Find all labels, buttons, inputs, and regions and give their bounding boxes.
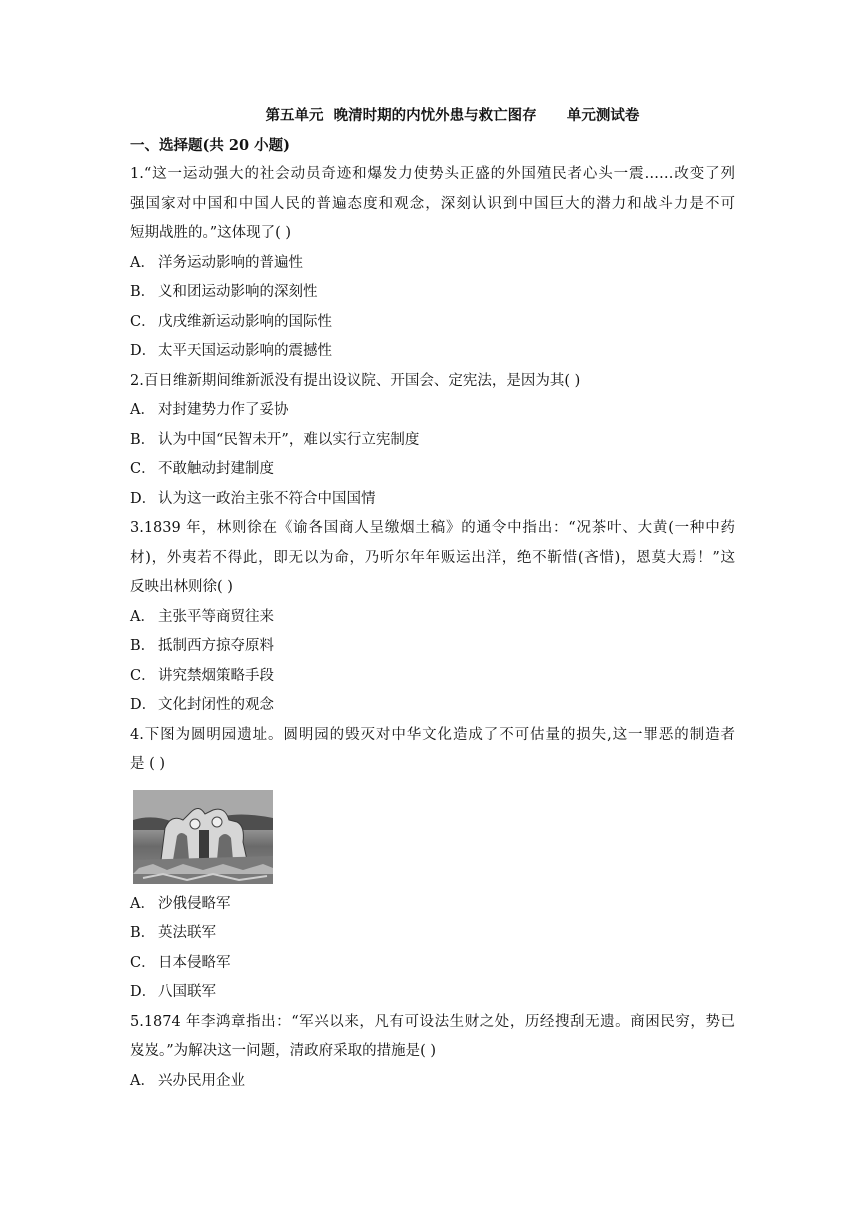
option-c (130, 949, 735, 979)
page-title: 第五单元 晚清时期的内忧外患与救亡图存 单元测试卷 (265, 107, 640, 124)
option-text: 沙俄侵略军 (158, 895, 231, 912)
section-heading: 一、选择题(共 20 小题) (130, 136, 290, 154)
option-a (130, 1067, 735, 1097)
option-letter: B． (130, 431, 156, 448)
ruins-ornament (190, 819, 200, 829)
yuanmingyuan-ruins-photo (133, 790, 273, 884)
question-text-line: 岌岌。”为解决这一问题，清政府采取的措施是( ) (130, 1043, 437, 1059)
question-text-line: 5.1874 年李鸿章指出：“军兴以来，凡有可设法生财之处，历经搜刮无遗。商困民穷，势已 (130, 1013, 735, 1030)
option-text: 主张平等商贸往来 (158, 608, 274, 625)
question-text-line: 强国家对中国和中国人民的普遍态度和观念，深刻认识到中国巨大的潜力和战斗力是不可 (130, 195, 735, 212)
option-d (130, 337, 735, 367)
option-text: 英法联军 (158, 925, 216, 941)
option-letter: C． (130, 667, 156, 684)
option-c (130, 455, 735, 485)
option-letter: C． (130, 954, 156, 971)
option-text: 义和团运动影响的深刻性 (158, 284, 318, 300)
ruins-ornament (212, 817, 222, 827)
question-1 (130, 160, 735, 367)
option-letter: B． (130, 638, 156, 654)
option-letter: A． (130, 895, 155, 912)
question-text-line: 是 ( ) (130, 756, 166, 772)
question-text-line: 反映出林则徐( ) (130, 579, 233, 595)
option-letter: D． (130, 697, 157, 713)
option-a (130, 249, 735, 279)
document-content (130, 101, 735, 1096)
question-text-line: 2.百日维新期间维新派没有提出设议院、开国会、定宪法，是因为其( ) (130, 372, 581, 389)
question-text-line: 短期战胜的。”这体现了( ) (130, 225, 292, 241)
question-4 (130, 721, 735, 1008)
option-d (130, 691, 735, 721)
question-text-line: 3.1839 年，林则徐在《谕各国商人呈缴烟土稿》的通令中指出：“况茶叶、大黄(一种中药 (130, 520, 735, 536)
option-letter: A． (130, 608, 155, 625)
option-letter: C． (130, 313, 156, 330)
option-b (130, 632, 735, 662)
option-b (130, 919, 735, 949)
option-a (130, 890, 735, 920)
question-3 (130, 514, 735, 721)
question-2 (130, 367, 735, 515)
option-text: 太平天国运动影响的震撼性 (158, 343, 332, 359)
option-text: 对封建势力作了妥协 (158, 402, 289, 418)
question-text-line: 1.“这一运动强大的社会动员奇迹和爆发力使势头正盛的外国殖民者心头一震……改变了列 (130, 166, 735, 182)
option-text: 认为中国“民智未开”，难以实行立宪制度 (158, 431, 420, 448)
option-text: 文化封闭性的观念 (158, 697, 274, 713)
option-text: 戊戌维新运动影响的国际性 (158, 313, 332, 330)
option-d (130, 485, 735, 515)
option-c (130, 308, 735, 338)
option-d (130, 978, 735, 1008)
question-text-line: 4.下图为圆明园遗址。圆明园的毁灭对中华文化造成了不可估量的损失,这一罪恶的制造者 (130, 726, 735, 743)
option-c (130, 662, 735, 692)
option-letter: D． (130, 984, 157, 1000)
option-text: 日本侵略军 (158, 954, 231, 971)
option-letter: B． (130, 925, 156, 941)
option-a (130, 603, 735, 633)
option-b (130, 426, 735, 456)
option-text: 八国联军 (158, 984, 216, 1000)
option-text: 不敢触动封建制度 (158, 461, 274, 477)
ruins-pillar (199, 830, 209, 860)
option-text: 洋务运动影响的普遍性 (158, 254, 303, 271)
ruins-illustration (133, 790, 273, 884)
ruins-shadow-right (217, 834, 233, 860)
option-text: 讲究禁烟策略手段 (158, 667, 274, 684)
option-letter: B． (130, 284, 156, 300)
option-letter: A． (130, 254, 155, 271)
option-text: 认为这一政治主张不符合中国国情 (158, 490, 376, 507)
option-letter: C． (130, 461, 156, 477)
option-letter: A． (130, 402, 155, 418)
question-text-line: 材)，外夷若不得此，即无以为命，乃听尔年年贩运出洋，绝不靳惜(吝惜)，恩莫大焉！”这 (130, 549, 735, 566)
option-a (130, 396, 735, 426)
option-letter: D． (130, 490, 157, 507)
option-text: 抵制西方掠夺原料 (158, 638, 274, 654)
option-text: 兴办民用企业 (158, 1072, 245, 1089)
option-letter: A． (130, 1072, 155, 1089)
question-5 (130, 1008, 735, 1097)
option-b (130, 278, 735, 308)
option-letter: D． (130, 343, 157, 359)
